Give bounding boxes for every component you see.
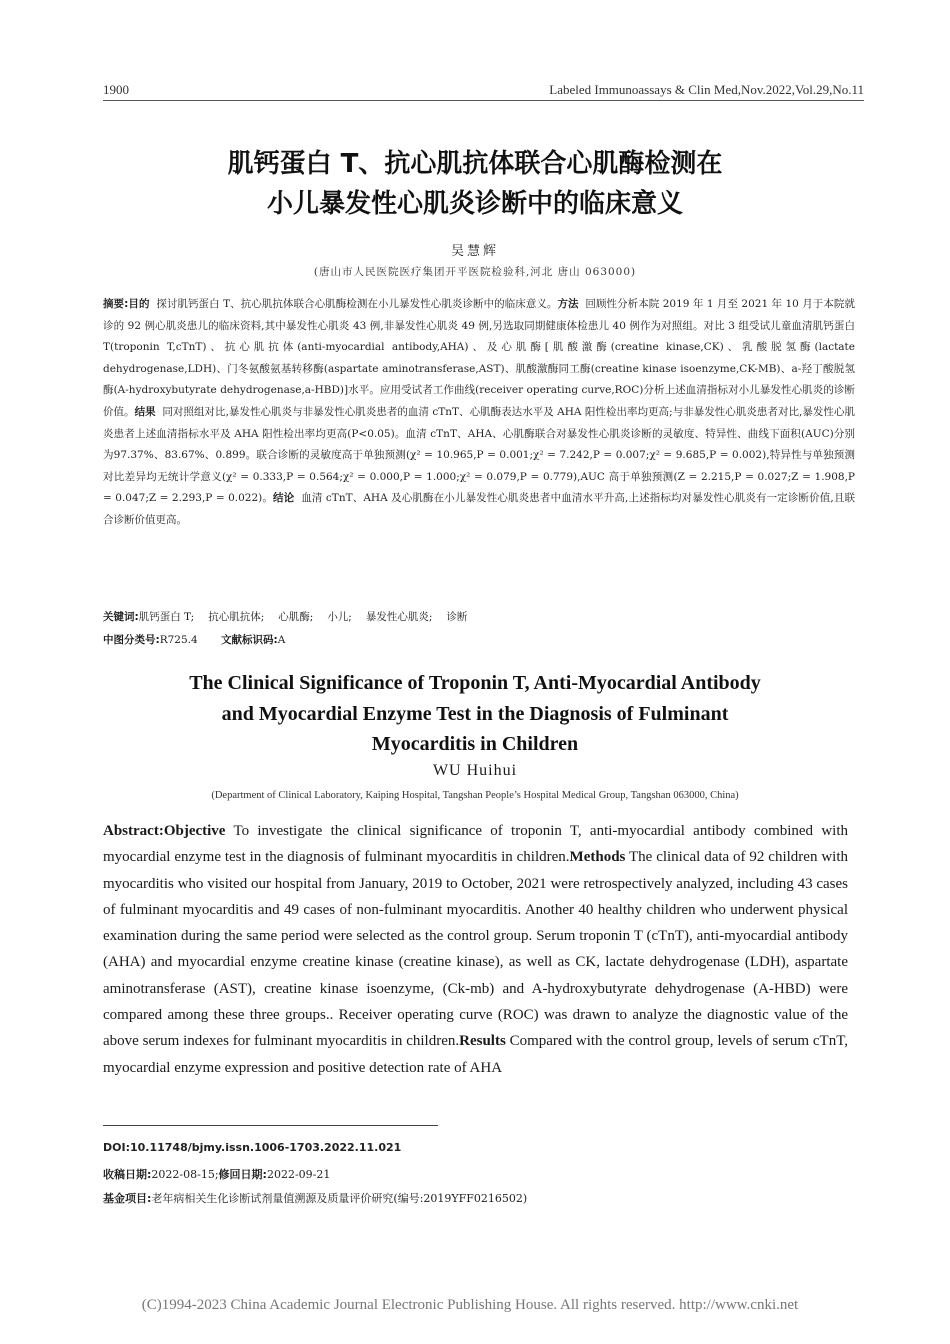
english-abstract bbox=[103, 818, 848, 1081]
keyword-item: 诊断 bbox=[446, 611, 468, 623]
chinese-author: 吴慧辉 bbox=[450, 244, 499, 259]
footnote-rule bbox=[103, 1125, 438, 1126]
journal-citation: Labeled Immunoassays & Clin Med,Nov.2022,Vol.29,No.11 bbox=[549, 82, 864, 97]
objective-label-en: Objective bbox=[163, 823, 226, 839]
received-date: 2022-08-15; bbox=[151, 1168, 219, 1181]
keywords-label: 关键词: bbox=[103, 611, 139, 623]
keyword-item: 暴发性心肌炎; bbox=[365, 611, 433, 623]
keyword-item: 小儿; bbox=[327, 611, 352, 623]
english-title-line-3: Myocarditis in Children bbox=[371, 733, 579, 755]
english-title bbox=[120, 668, 830, 760]
methods-text-cn: 回顾性分析本院 2019 年 1 月至 2021 年 10 月于本院就诊的 92 例心肌炎患儿的临床资料,其中暴发性心肌炎 43 例,非暴发性心肌炎 49 例,另选取同期健康体检患儿 40 例作为对照组。对比 3 组受试儿童血清肌钙蛋白 T(troponin T,cTnT)、抗心肌抗体(anti-myocardial antibody,AHA)、及心肌酶[肌酸激酶(creatine kinase,CK)、乳酸脱氢酶(lactate dehydrogenase,LDH)、门冬氨酸氨基转移酶(aspartate aminotransferase,AST)、肌酸激酶同工酶(creatine kinase isoenzyme,CK-MB)、a-羟丁酸脱氢酶(A-hydroxybutyrate dehydrogenase,a-HBD)]水平。应用受试者工作曲线(receiver operating curve,ROC)分析上述血清指标对小儿暴发性心肌炎的诊断价值。 bbox=[103, 298, 855, 418]
doi-label: DOI: bbox=[103, 1141, 130, 1154]
chinese-abstract bbox=[103, 294, 855, 532]
doc-code-label: 文献标识码: bbox=[221, 634, 278, 646]
fund-label: 基金项目: bbox=[103, 1192, 152, 1205]
conclusion-text-cn: 血清 cTnT、AHA 及心肌酶在小儿暴发性心肌炎患者中血清水平升高,上述指标均对暴发性心肌炎有一定诊断价值,且联合诊断价值更高。 bbox=[103, 492, 855, 526]
classification-line bbox=[103, 632, 855, 647]
objective-text-en: To investigate the clinical significance of troponin T, anti-myocardial antibody combined with myocardial enzyme test in the diagnosis of fulminant myocarditis in children. bbox=[103, 823, 848, 866]
chinese-title bbox=[60, 144, 890, 224]
keyword-item: 抗心肌抗体; bbox=[208, 611, 265, 623]
page-number: 1900 bbox=[103, 82, 129, 97]
results-text-en: Compared with the control group, levels of serum cTnT, myocardial enzyme expression and positive detection rate of AHA bbox=[103, 1033, 848, 1076]
abstract-label-cn: 摘要: bbox=[103, 298, 129, 310]
chinese-affiliation: (唐山市人民医院医疗集团开平医院检验科,河北 唐山 063000) bbox=[313, 266, 637, 278]
methods-label-cn: 方法 bbox=[557, 298, 579, 310]
doi-value[interactable]: 10.11748/bjmy.issn.1006-1703.2022.11.021 bbox=[129, 1141, 402, 1154]
keywords-cn bbox=[103, 609, 855, 624]
chinese-title-line-2: 小儿暴发性心肌炎诊断中的临床意义 bbox=[266, 189, 683, 219]
english-title-line-2: and Myocardial Enzyme Test in the Diagnosis of Fulminant bbox=[221, 702, 729, 725]
methods-text-en: The clinical data of 92 children with myocarditis who visited our hospital from January, 2019 to October, 2021 were retrospectively analyzed, including 43 cases of fulminant myocarditis and 49 cases of non-fulminant myocarditis. Another 40 healthy children who underwent physical examination during the same period were selected as the control group. Serum troponin T (cTnT), anti-myocardial antibody (AHA) and myocardial enzyme creatine kinase (creatine kinase), as well as CK, lactate dehydrogenase (LDH), aspartate aminotransferase (AST), creatine kinase isoenzyme, (Ck-mb) and A-hydroxybutyrate dehydrogenase (A-HBD) were compared among these three groups.. Receiver operating curve (ROC) was drawn to analyze the diagnostic value of the above serum indexes for fulminant myocarditis in children. bbox=[103, 849, 848, 1050]
keyword-item: 心肌酶; bbox=[278, 611, 314, 623]
results-label-en: Results bbox=[459, 1033, 506, 1050]
doi-line bbox=[103, 1141, 401, 1154]
conclusion-label-cn: 结论 bbox=[273, 492, 295, 505]
clc-value: R725.4 bbox=[159, 634, 198, 646]
abstract-label-en: Abstract: bbox=[103, 823, 164, 839]
results-text-cn: 同对照组对比,暴发性心肌炎与非暴发性心肌炎患者的血清 cTnT、心肌酶表达水平及 AHA 阳性检出率均更高;与非暴发性心肌炎患者对比,暴发性心肌炎患者上述血清指标水平及 AHA 阳性检出率均更高(P<0.05)。血清 cTnT、AHA、心肌酶联合对暴发性心肌炎诊断的灵敏度、特异性、曲线下面积(AUC)分别为97.37%、83.67%、0.899。联合诊断的灵敏度高于单独预测(χ² = 10.965,P = 0.001;χ² = 7.242,P = 0.007;χ² = 9.685,P = 0.002),特异性与单独预测对比差异均无统计学意义(χ² = 0.333,P = 0.564;χ² = 0.000,P = 1.000;χ² = 0.079,P = 0.779),AUC 高于单独预测(Z = 2.215,P = 0.027;Z = 1.908,P = 0.047;Z = 2.293,P = 0.022)。 bbox=[103, 405, 855, 505]
keyword-item: 肌钙蛋白 T; bbox=[138, 611, 195, 623]
english-affiliation: (Department of Clinical Laboratory, Kaiping Hospital, Tangshan People’s Hospital Medical Group, Tangshan 063000, China) bbox=[211, 790, 739, 801]
objective-label-cn: 目的 bbox=[128, 298, 150, 310]
revised-label: 修回日期: bbox=[218, 1168, 267, 1181]
fund-text: 老年病相关生化诊断试剂量值溯源及质量评价研究(编号:2019YFF0216502) bbox=[151, 1192, 528, 1205]
running-header bbox=[103, 82, 864, 98]
clc-label: 中图分类号: bbox=[103, 634, 160, 646]
header-rule bbox=[103, 100, 864, 101]
methods-label-en: Methods bbox=[569, 849, 626, 866]
doc-code-value: A bbox=[277, 634, 286, 646]
results-label-cn: 结果 bbox=[134, 405, 156, 418]
fund-line bbox=[103, 1190, 527, 1206]
copyright-watermark: (C)1994-2023 China Academic Journal Electronic Publishing House. All rights reserved. http://www.cnki.net bbox=[141, 1297, 799, 1313]
english-title-line-1: The Clinical Significance of Troponin T, Anti-Myocardial Antibody bbox=[189, 672, 761, 694]
objective-text-cn: 探讨肌钙蛋白 T、抗心肌抗体联合心肌酶检测在小儿暴发性心肌炎诊断中的临床意义。 bbox=[156, 298, 558, 310]
revised-date: 2022-09-21 bbox=[266, 1168, 331, 1181]
dates-line bbox=[103, 1166, 330, 1182]
received-label: 收稿日期: bbox=[103, 1168, 152, 1181]
english-author: WU Huihui bbox=[432, 762, 518, 779]
chinese-title-line-1: 肌钙蛋白 T、抗心肌抗体联合心肌酶检测在 bbox=[227, 149, 723, 179]
